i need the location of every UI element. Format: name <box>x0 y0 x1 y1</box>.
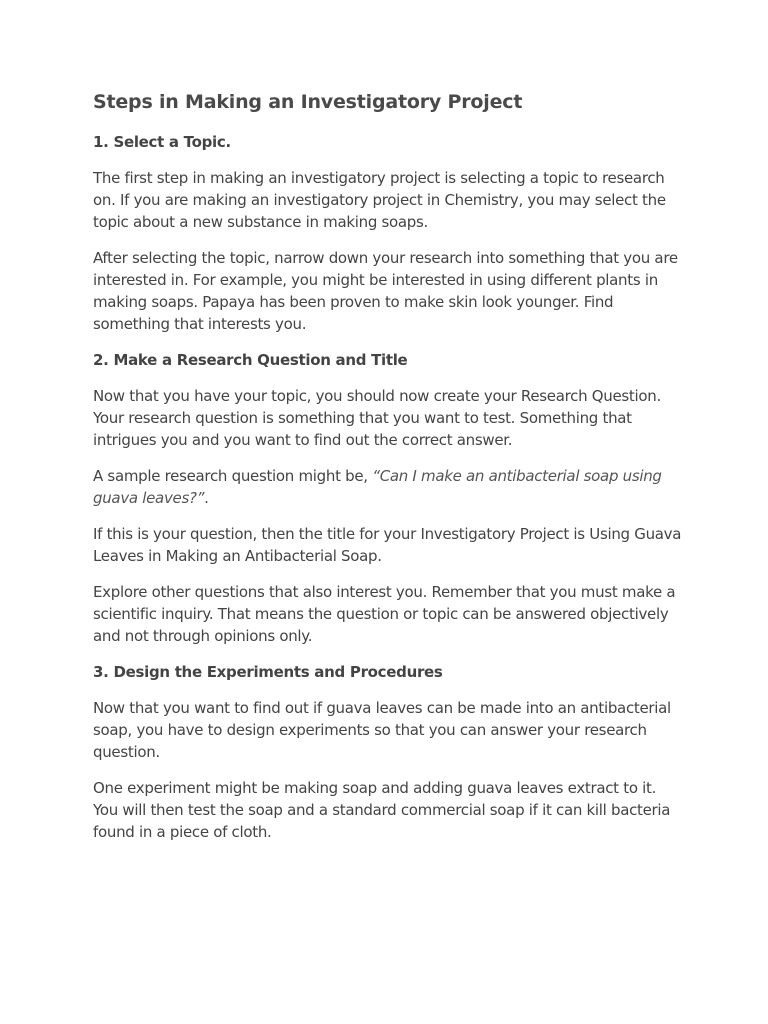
section-research-question <box>93 349 683 647</box>
section-heading: 2. Make a Research Question and Title <box>93 351 408 369</box>
section-heading: 1. Select a Topic. <box>93 133 231 151</box>
sample-question-lead: A sample research question might be, <box>93 467 368 485</box>
document-page <box>93 88 683 857</box>
paragraph: If this is your question, then the title for your Investigatory Project is Using Guava Leaves in Making an Antibacterial Soap. <box>93 525 682 565</box>
paragraph: Now that you have your topic, you should now create your Research Question. Your research question is something that you want to test. Something that intrigues you and you want to find out the correct answer. <box>93 387 661 449</box>
document-title: Steps in Making an Investigatory Project <box>93 91 523 113</box>
section-design-experiments <box>93 661 683 843</box>
sample-question-quote: “Can I make an antibacterial soap using guava leaves?” <box>93 467 662 507</box>
paragraph: After selecting the topic, narrow down your research into something that you are interested in. For example, you might be interested in using different plants in making soaps. Papaya has been proven to make skin look younger. Find something that interests you. <box>93 249 678 333</box>
paragraph: Explore other questions that also interest you. Remember that you must make a scientific inquiry. That means the question or topic can be answered objectively and not through opinions only. <box>93 583 676 645</box>
sample-question-paragraph <box>93 465 683 509</box>
section-select-topic <box>93 131 683 335</box>
paragraph: One experiment might be making soap and adding guava leaves extract to it. You will then test the soap and a standard commercial soap if it can kill bacteria found in a piece of cloth. <box>93 779 671 841</box>
section-heading: 3. Design the Experiments and Procedures <box>93 663 443 681</box>
sample-question-suffix: . <box>204 489 209 507</box>
paragraph: The first step in making an investigatory project is selecting a topic to research on. If you are making an investigatory project in Chemistry, you may select the topic about a new substance in making soaps. <box>93 169 666 231</box>
paragraph: Now that you want to find out if guava leaves can be made into an antibacterial soap, you have to design experiments so that you can answer your research question. <box>93 699 671 761</box>
